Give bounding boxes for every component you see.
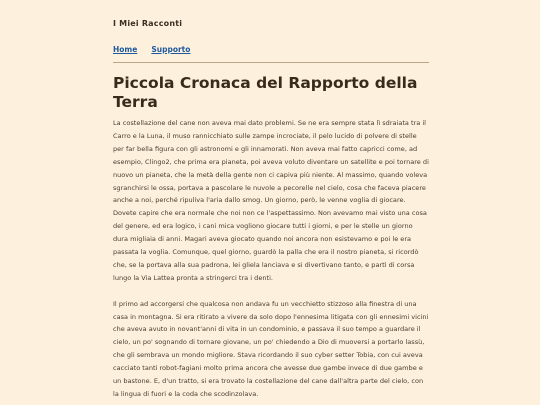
header-divider (113, 62, 429, 63)
post-title: Piccola Cronaca del Rapporto della Terra (113, 74, 418, 111)
nav-link-support[interactable]: Supporto (151, 45, 191, 54)
nav-link-home[interactable]: Home (113, 45, 138, 54)
post-paragraph: La costellazione del cane non aveva mai dato problemi. Se ne era sempre stata lì sdraiata tra il Carro e la Luna, il muso rannicchiato sulle zampe incrociate, il pelo lucido di polvere di stelle per far bella figura con gli astronomi e gli innamorati. Non aveva mai fatto capricci come, ad esempio, Clingo2, che prima era pianeta, poi aveva voluto diventare un satellite e poi tornare di nuovo un pianeta, che la metà della gente non ci capiva più niente. Al massimo, quando voleva sgranchirsi le ossa, portava a pascolare le nuvole a pecorelle nel cielo, cosa che faceva piacere anche a noi, perché ripuliva l'aria dallo smog. Un giorno, però, le venne voglia di giocare. Dovete capire che era normale che noi non ce l'aspettassimo. Non avevamo mai visto una cosa del genere, ed era logico, i cani mica vogliono giocare tutti i giorni, e per le stelle un giorno dura migliaia di anni. Magari aveva giocato quando noi ancora non esistevamo e poi le era passata la voglia. Comunque, quel giorno, guardò la palla che era il nostro pianeta, si ricordò che, se la portava alla sua padrona, lei gliela lanciava e si divertivano tanto, e partì di corsa lungo la Via Lattea pronta a stringerci tra i denti. (113, 119, 429, 282)
main-nav (113, 45, 190, 54)
post-paragraph: Il primo ad accorgersi che qualcosa non andava fu un vecchietto stizzoso alla finestra di una casa in montagna. Si era ritirato a vivere da solo dopo l'ennesima litigata con gli ennesimi vicini che aveva avuto in novant'anni di vita in un condominio, e passava il suo tempo a guardare il cielo, un po' sognando di tornare giovane, un po' chiedendo a Dio di muoversi a portarlo lassù, che gli sembrava un mondo migliore. Stava ricordando il suo cyber setter Tobia, con cui aveva cacciato tanti robot-fagiani molto prima ancora che avesse due gambe invece di due gambe e un bastone. E, d'un tratto, si era trovato la costellazione del cane dall'altra parte del cielo, con la lingua di fuori e la coda che scodinzolava. (113, 299, 429, 399)
post-body (113, 117, 429, 405)
site-title: I Miei Racconti (113, 19, 183, 28)
